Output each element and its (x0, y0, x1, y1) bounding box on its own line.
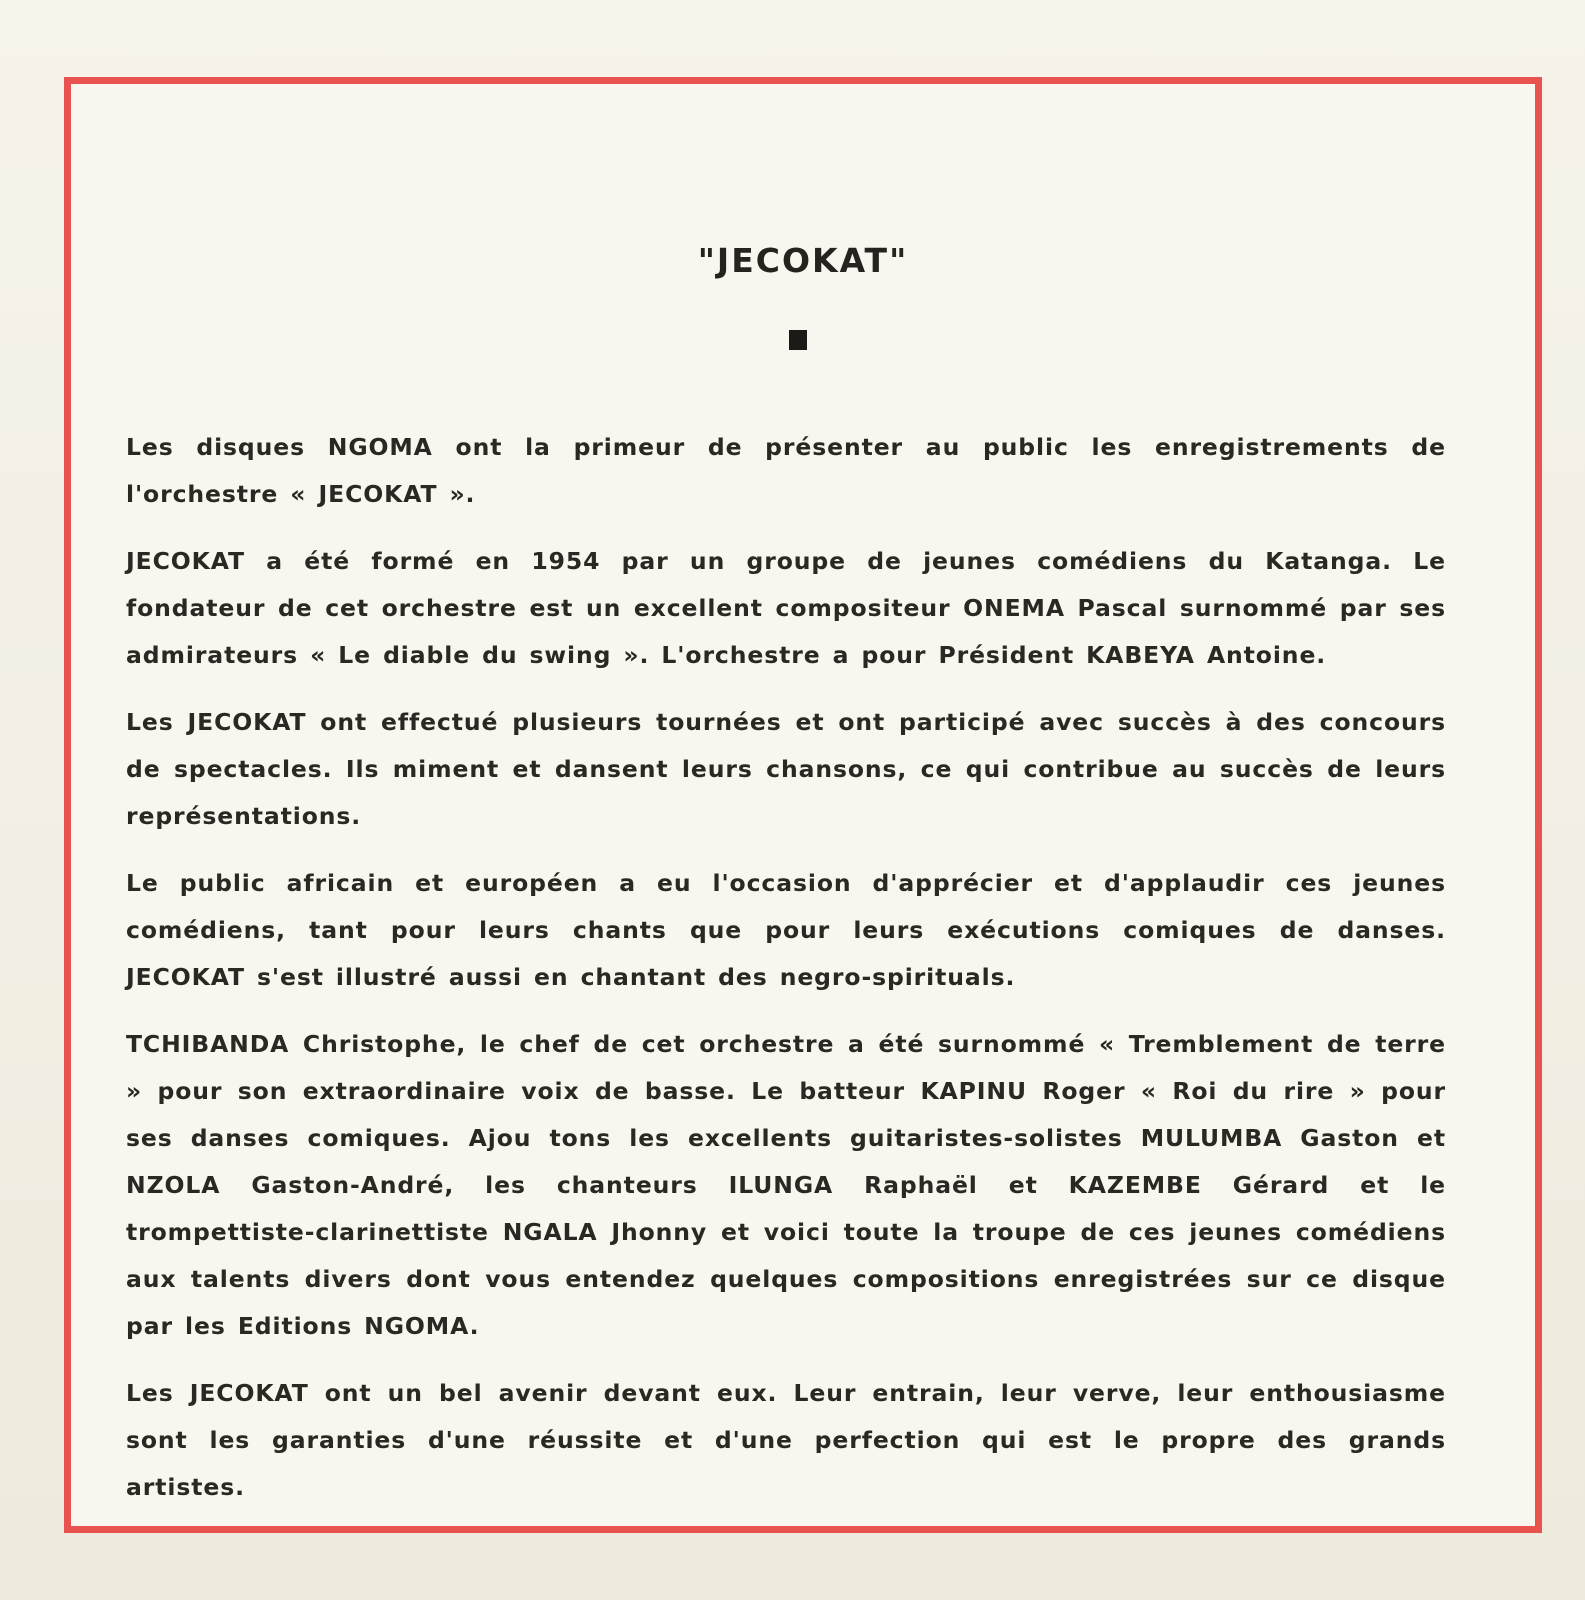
paragraph-3: Les JECOKAT ont effectué plusieurs tournées et ont participé avec succès à des concours de spectacles. Ils miment et dansent leurs chansons, ce qui contribue au succès de leurs représentations. (126, 708, 1446, 830)
paragraph-5: TCHIBANDA Christophe, le chef de cet orchestre a été surnommé « Tremblement de terre » pour son extraordinaire voix de basse. Le batteur KAPINU Roger « Roi du rire » pour ses danses comiques. Ajou tons les excellents guitaristes-solistes MULUMBA Gaston et NZOLA Gaston-André, les chanteurs ILUNGA Raphaël et KAZEMBE Gérard et le trompettiste-clarinettiste NGALA Jhonny et voici toute la troupe de ces jeunes comédiens aux talents divers dont vous entendez quelques compositions enregistrées sur ce disque par les Editions NGOMA. (126, 1030, 1446, 1340)
paragraph-1: Les disques NGOMA ont la primeur de présenter au public les enregistrements de l'orchestre « JECOKAT ». (126, 433, 1446, 508)
red-border-frame (64, 77, 1542, 1533)
paragraph-6: Les JECOKAT ont un bel avenir devant eux. Leur entrain, leur verve, leur enthousiasme sont les garanties d'une réussite et d'une perfection qui est le propre des grands artistes. (126, 1379, 1446, 1501)
document-title: "JECOKAT" (697, 241, 909, 280)
square-ornament-icon (789, 330, 807, 350)
paragraph-4: Le public africain et européen a eu l'occasion d'apprécier et d'applaudir ces jeunes comédiens, tant pour leurs chants que pour leurs exécutions comiques de danses. JECOKAT s'est illustré aussi en chantant des negro-spirituals. (126, 869, 1446, 991)
liner-notes-body (126, 424, 1446, 1511)
paragraph-2: JECOKAT a été formé en 1954 par un groupe de jeunes comédiens du Katanga. Le fondateur de cet orchestre est un excellent compositeur ONEMA Pascal surnommé par ses admirateurs « Le diable du swing ». L'orchestre a pour Président KABEYA Antoine. (126, 547, 1446, 669)
